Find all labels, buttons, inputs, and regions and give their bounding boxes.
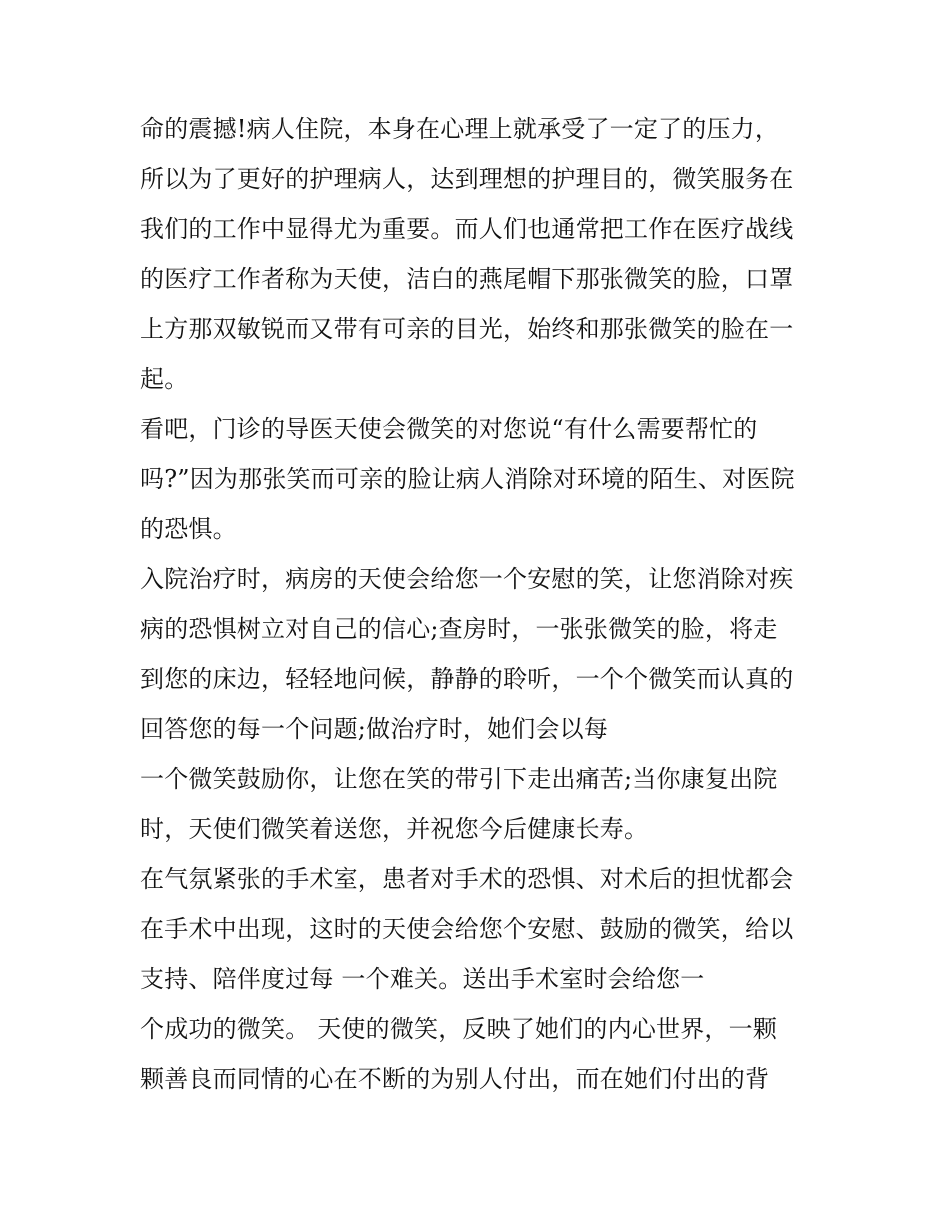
text-line: 命的震撼!病人住院，本身在心理上就承受了一定了的压力， <box>140 115 780 143</box>
text-line: 一个微笑鼓励你，让您在笑的带引下走出痛苦;当你康复出院 <box>140 765 778 793</box>
text-line: 颗善良而同情的心在不断的为别人付出，而在她们付出的背 <box>140 1065 770 1093</box>
text-line: 支持、陪伴度过每 一个难关。送出手术室时会给您一 <box>140 965 705 993</box>
text-line: 入院治疗时，病房的天使会给您一个安慰的笑，让您消除对疾 <box>140 565 794 593</box>
text-line: 上方那双敏锐而又带有可亲的目光，始终和那张微笑的脸在一 <box>140 315 794 343</box>
text-line: 到您的床边，轻轻地问候，静静的聆听，一个个微笑而认真的 <box>140 665 794 693</box>
text-line: 的恐惧。 <box>140 515 237 543</box>
text-line: 的医疗工作者称为天使，洁白的燕尾帽下那张微笑的脸，口罩 <box>140 265 794 293</box>
text-line: 病的恐惧树立对自己的信心;查房时，一张张微笑的脸，将走 <box>140 615 778 643</box>
text-line: 吗?”因为那张笑而可亲的脸让病人消除对环境的陌生、对医院 <box>140 465 795 493</box>
text-line: 在气氛紧张的手术室，患者对手术的恐惧、对术后的担忧都会 <box>140 865 794 893</box>
text-line: 个成功的微笑。 天使的微笑，反映了她们的内心世界，一颗 <box>140 1015 778 1043</box>
text-line: 我们的工作中显得尤为重要。而人们也通常把工作在医疗战线 <box>140 215 794 243</box>
text-line: 起。 <box>140 365 189 393</box>
text-line: 所以为了更好的护理病人，达到理想的护理目的，微笑服务在 <box>140 165 794 193</box>
text-line: 在手术中出现，这时的天使会给您个安慰、鼓励的微笑，给以 <box>140 915 794 943</box>
text-line: 时，天使们微笑着送您，并祝您今后健康长寿。 <box>140 815 649 843</box>
text-line: 回答您的每一个问题;做治疗时，她们会以每 <box>140 715 609 743</box>
text-line: 看吧，门诊的导医天使会微笑的对您说“有什么需要帮忙的 <box>140 415 758 443</box>
